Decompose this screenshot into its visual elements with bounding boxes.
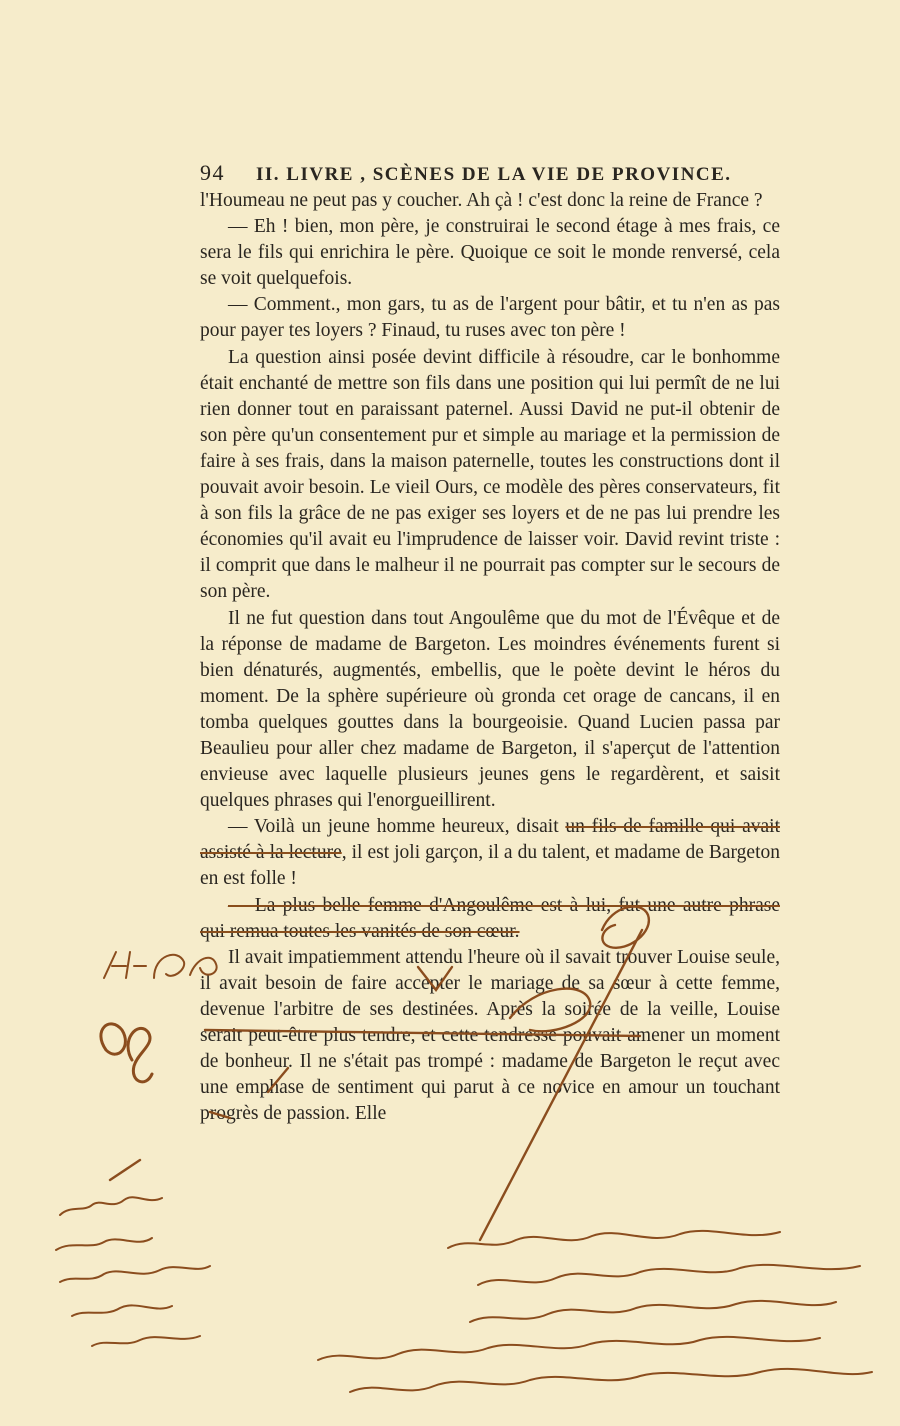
paragraph-6-start: — Voilà un jeune homme heureux, disait — [228, 816, 559, 838]
page-number: 94 — [200, 160, 225, 185]
struck-phrase: un fils de famille qui avait assisté à la lecture — [200, 816, 780, 864]
paragraph-6-end: , il est joli garçon, il a du talent, et madame de Bargeton en est folle ! — [200, 842, 780, 890]
paragraph-4: La question ainsi posée devint difficile à résoudre, car le bonhomme était enchanté de mettre son fils dans une position qui lui permît de ne lui rien donner tout en paraissant paternel. Aussi David ne put-il obtenir de son père qu'un consentement pur et simple au mariage et la permission de faire à ses frais, dans la maison paternelle, toutes les constructions dont il pouvait avoir besoin. Le vieil Ours, ce modèle des pères conservateurs, fit à son fils la grâce de ne pas exiger ses loyers et de ne pas lui prendre les économies qu'il avait eu l'imprudence de laisser voir. David revint triste : il comprit que dans le malheur il ne pourrait pas compter sur le secours de son père. — [200, 346, 780, 603]
paragraph-1: l'Houmeau ne peut pas y coucher. Ah çà ! c'est donc la reine de France ? — [200, 190, 763, 211]
paragraph-8: Il avait impatiemment attendu l'heure où il savait trouver Louise seule, il avait besoin de faire accepter le mariage de sa sœur à cette femme, devenue l'arbitre de ses destinées. Après la soirée de la veille, Louise serait peut-être plus tendre, et cette tendresse pouvait amener un moment de bonheur. Il ne s'était pas trompé : madame de Bargeton le reçut avec une emphase de sentiment qui parut à ce novice en amour un touchant progrès de passion. Elle — [200, 946, 780, 1125]
paragraph-3: — Comment., mon gars, tu as de l'argent pour bâtir, et tu n'en as pas pour payer tes loyers ? Finaud, tu ruses avec ton père ! — [200, 294, 780, 342]
paragraph-5: Il ne fut question dans tout Angoulême que du mot de l'Évêque et de la réponse de madame de Bargeton. Les moindres événements furent si bien dénaturés, augmentés, embellis, que le poète devint le héros du moment. De la sphère supérieure où gronda cet orage de cancans, il en tomba quelques gouttes dans la bourgeoisie. Quand Lucien passa par Beaulieu pour aller chez madame de Bargeton, il s'aperçut de l'attention envieuse avec laquelle plusieurs jeunes gens le regardèrent, et saisit quelques phrases qui l'enorgueillirent. — [200, 607, 780, 812]
paragraph-2: — Eh ! bien, mon père, je construirai le second étage à mes frais, ce sera le fils qui enrichira le père. Quoique ce soit le monde renversé, cela se voit quelquefois. — [200, 216, 780, 290]
struck-paragraph: — La plus belle femme d'Angoulême est à lui, fut une autre phrase qui remua toutes les vanités de son cœur. — [200, 894, 780, 942]
running-title: II. LIVRE , SCÈNES DE LA VIE DE PROVINCE. — [256, 164, 732, 185]
